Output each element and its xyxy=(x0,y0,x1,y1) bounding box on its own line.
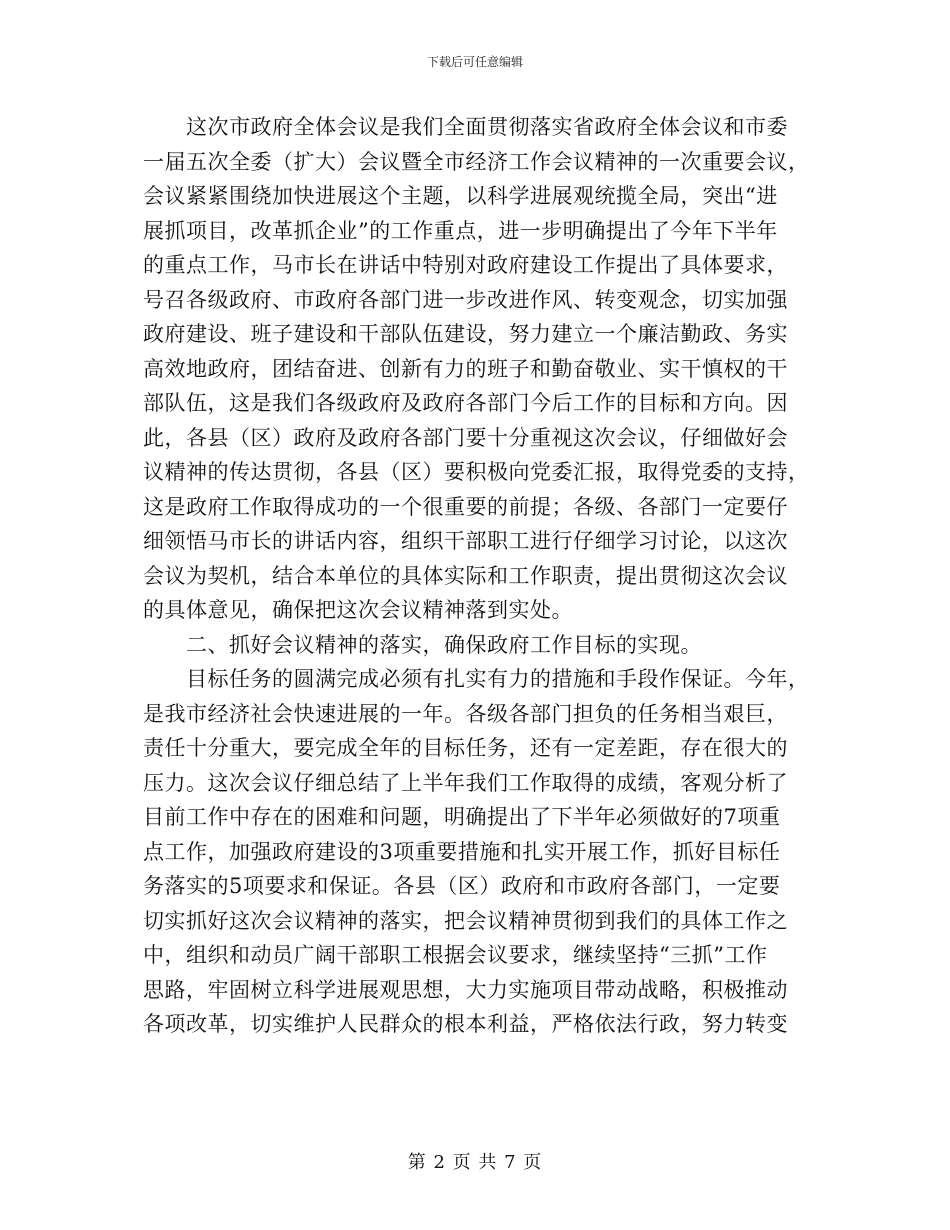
text-line: 目标任务的圆满完成必须有扎实有力的措施和手段作保证。今年， xyxy=(186,667,810,691)
text-line: 点工作，加强政府建设的3项重要措施和扎实开展工作，抓好目标任 xyxy=(143,839,781,864)
text-line: 责任十分重大，要完成全年的目标任务，还有一定差距，存在很大的 xyxy=(143,736,788,760)
text-line: 部队伍，这是我们各级政府及政府各部门今后工作的目标和方向。因 xyxy=(143,391,788,415)
text-line: 这次市政府全体会议是我们全面贯彻落实省政府全体会议和市委 xyxy=(186,115,788,139)
text-line: 细领悟马市长的讲话内容，组织干部职工进行仔细学习讨论，以这次 xyxy=(143,529,788,553)
text-line: 议精神的传达贯彻，各县（区）要积极向党委汇报，取得党委的支持， xyxy=(143,460,810,484)
document-body xyxy=(143,110,810,1042)
text-line: 的重点工作，马市长在讲话中特别对政府建设工作提出了具体要求， xyxy=(143,253,788,277)
text-line: 这是政府工作取得成功的一个很重要的前提；各级、各部门一定要仔 xyxy=(143,494,788,519)
section-heading: 二、抓好会议精神的落实，确保政府工作目标的实现。 xyxy=(186,632,702,657)
page-header: 下载后可任意编辑 xyxy=(426,55,523,69)
text-line: 政府建设、班子建设和干部队伍建设，努力建立一个廉洁勤政、务实 xyxy=(143,322,788,346)
text-line: 各项改革，切实维护人民群众的根本利益，严格依法行政，努力转变 xyxy=(143,1012,788,1036)
text-line: 号召各级政府、市政府各部门进一步改进作风、转变观念，切实加强 xyxy=(143,287,788,312)
text-line: 此，各县（区）政府及政府各部门要十分重视这次会议，仔细做好会 xyxy=(143,425,788,450)
text-line: 一届五次全委（扩大）会议暨全市经济工作会议精神的一次重要会议， xyxy=(143,149,810,174)
text-line: 目前工作中存在的困难和问题，明确提出了下半年必须做好的7项重 xyxy=(143,805,781,829)
text-line: 中，组织和动员广阔干部职工根据会议要求，继续坚持“三抓”工作 xyxy=(143,943,768,967)
text-line: 会议为契机，结合本单位的具体实际和工作职责，提出贯彻这次会议 xyxy=(143,563,788,588)
text-line: 展抓项目，改革抓企业”的工作重点，进一步明确提出了今年下半年 xyxy=(143,218,778,243)
text-line: 切实抓好这次会议精神的落实，把会议精神贯彻到我们的具体工作之 xyxy=(143,908,788,933)
text-line: 的具体意见，确保把这次会议精神落到实处。 xyxy=(143,598,573,622)
text-line: 务落实的5项要求和保证。各县（区）政府和市政府各部门，一定要 xyxy=(143,874,781,898)
text-line: 会议紧紧围绕加快进展这个主题，以科学进展观统揽全局，突出“进 xyxy=(143,184,778,208)
text-line: 高效地政府，团结奋进、创新有力的班子和勤奋敬业、实干慎权的干 xyxy=(143,356,788,381)
text-line: 思路，牢固树立科学进展观思想，大力实施项目带动战略，积极推动 xyxy=(143,977,788,1002)
page-number: 第 2 页 共 7 页 xyxy=(407,1152,543,1173)
text-line: 压力。这次会议仔细总结了上半年我们工作取得的成绩，客观分析了 xyxy=(143,770,788,795)
text-line: 是我市经济社会快速进展的一年。各级各部门担负的任务相当艰巨， xyxy=(143,701,788,726)
